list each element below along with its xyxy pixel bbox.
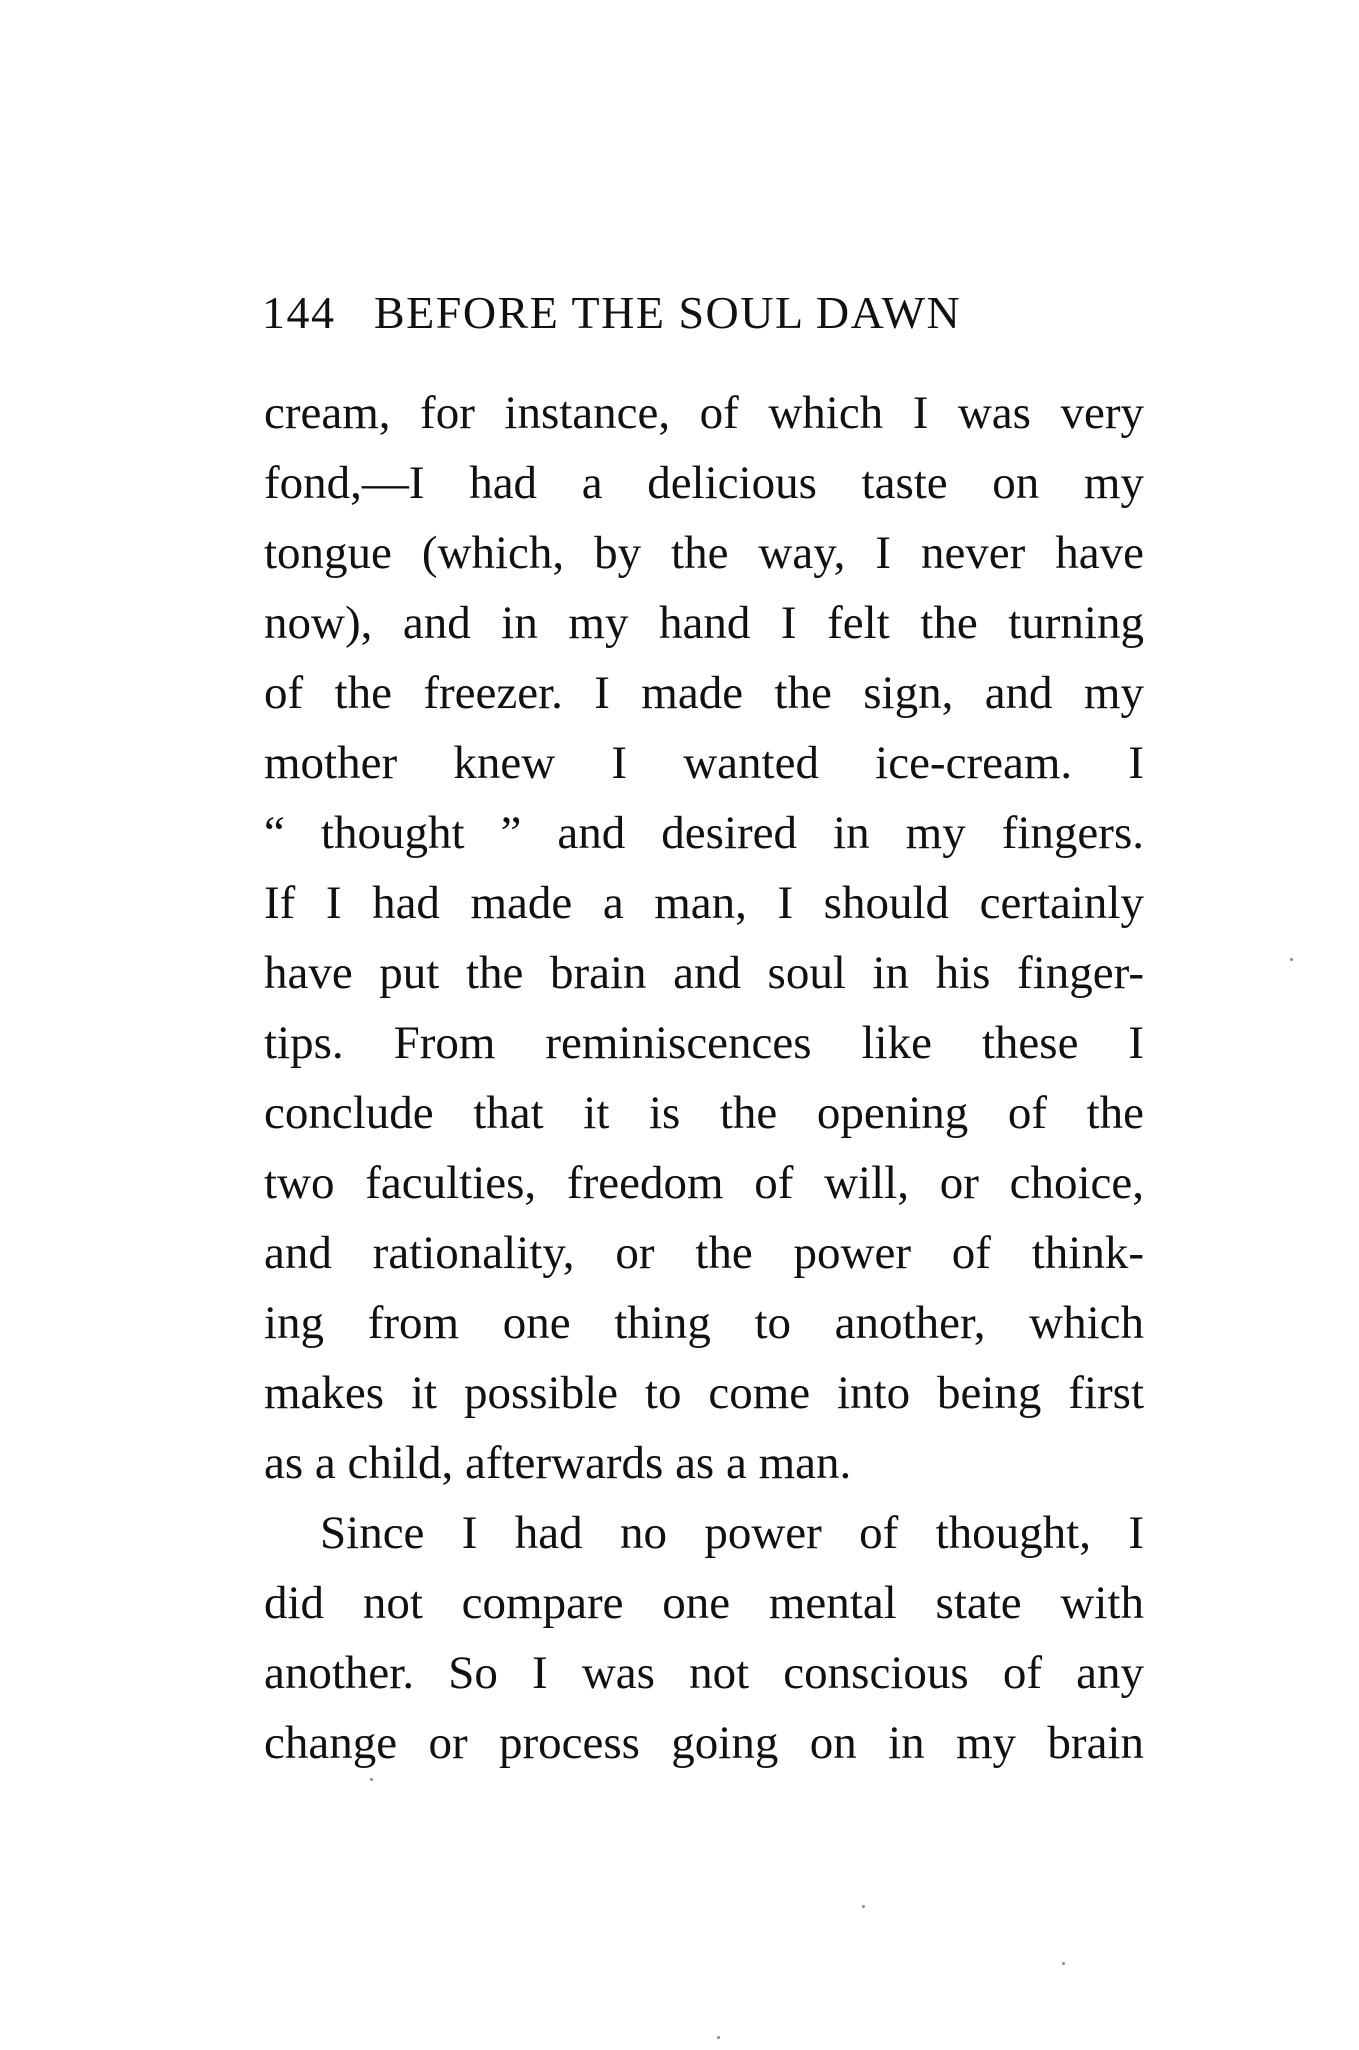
paper-speck [1062,1962,1065,1965]
text-line: ing from one thing to another, which [264,1297,1144,1349]
running-head [262,286,1142,356]
page-number: 144 [262,287,336,338]
text-line: tips. From reminiscences like these I [264,1017,1144,1069]
text-line: change or process going on in my brain [264,1717,1144,1769]
text-line: tongue (which, by the way, I never have [264,527,1144,579]
text-line: two faculties, freedom of will, or choice, [264,1157,1144,1209]
text-line: mother knew I wanted ice-cream. I [264,737,1144,789]
text-line: of the freezer. I made the sign, and my [264,667,1144,719]
running-title: BEFORE THE SOUL DAWN [374,287,962,338]
text-line: and rationality, or the power of think- [264,1227,1144,1279]
body-text [264,378,1144,1778]
text-line: did not compare one mental state with [264,1577,1144,1629]
text-line: If I had made a man, I should certainly [264,877,1144,929]
text-line: another. So I was not conscious of any [264,1647,1144,1699]
paper-speck [862,1905,865,1908]
paper-speck [370,1778,373,1781]
text-line: now), and in my hand I felt the turning [264,597,1144,649]
text-line: makes it possible to come into being first [264,1367,1144,1419]
text-line: have put the brain and soul in his finger- [264,947,1144,999]
text-line: conclude that it is the opening of the [264,1087,1144,1139]
text-line: “ thought ” and desired in my fingers. [264,807,1144,859]
paper-speck [717,2036,720,2039]
text-line: fond,—I had a delicious taste on my [264,457,1144,509]
paragraph-last-line: as a child, afterwards as a man. [264,1437,852,1489]
text-line: cream, for instance, of which I was very [264,387,1144,439]
paragraph-first-line: Since I had no power of thought, I [320,1507,1144,1559]
paper-speck [1290,958,1293,961]
